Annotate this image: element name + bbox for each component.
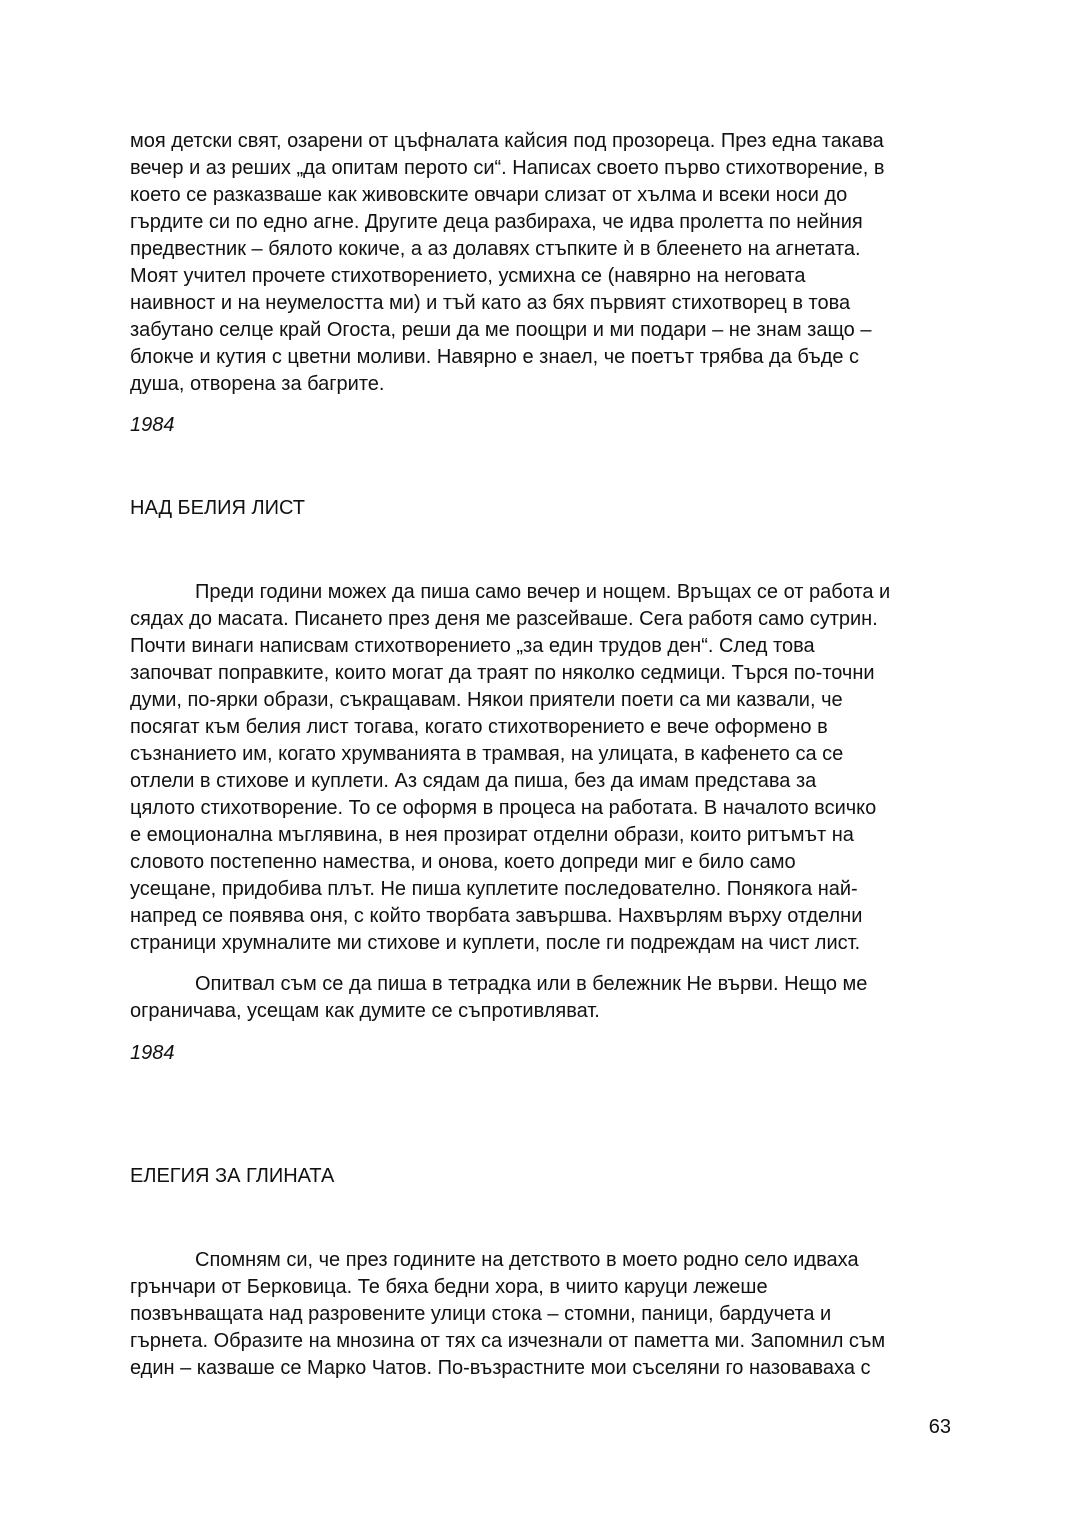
- text-line: усещане, придобива плът. Не пиша куплетите последователно. Понякога най-: [130, 878, 858, 900]
- text-line: Почти винаги написвам стихотворението „за един трудов ден“. След това: [130, 635, 815, 657]
- section2-year: 1984: [130, 1042, 175, 1064]
- text-line: наивност и на неумелостта ми) и тъй като аз бях първият стихотворец в това: [130, 292, 851, 314]
- section1-year: 1984: [130, 414, 175, 436]
- text-line: забутано селце край Огоста, реши да ме поощри и ми подари – не знам защо –: [130, 319, 872, 341]
- section3-title: ЕЛЕГИЯ ЗА ГЛИНАТА: [130, 1165, 335, 1187]
- text-line: започват поправките, които могат да траят по няколко седмици. Търся по-точни: [130, 662, 875, 684]
- section1-paragraph: [130, 128, 960, 398]
- text-line: страници хрумналите ми стихове и куплети, после ги подреждам на чист лист.: [130, 932, 861, 954]
- text-line: позвънващата над разровените улици стока – стомни, паници, бардучета и: [130, 1303, 832, 1325]
- text-line: блокче и кутия с цветни моливи. Навярно е знаел, че поетът трябва да бъде с: [130, 346, 860, 368]
- text-line: посягат към белия лист тогава, когато стихотворението е вече оформено в: [130, 716, 828, 738]
- text-line: отлели в стихове и куплети. Аз сядам да пиша, без да имам представа за: [130, 770, 817, 792]
- text-line: Опитвал съм се да пиша в тетрадка или в бележник Не върви. Нещо ме: [195, 973, 868, 995]
- text-line: цялото стихотворение. То се оформя в процеса на работата. В началото всичко: [130, 797, 877, 819]
- text-line: което се разказваше как живовските овчари слизат от хълма и всеки носи до: [130, 184, 848, 206]
- text-line: моя детски свят, озарени от цъфналата кайсия под прозореца. През една такава: [130, 130, 884, 152]
- text-line: предвестник – бялото кокиче, а аз долавях стъпките ѝ в блеенето на агнетата.: [130, 238, 861, 260]
- text-line: е емоционална мъглявина, в нея прозират отделни образи, които ритъмът на: [130, 824, 854, 846]
- section2-paragraph-2: [130, 971, 960, 1025]
- text-line: ограничава, усещам как думите се съпротивляват.: [130, 1000, 600, 1022]
- text-line: душа, отворена за багрите.: [130, 373, 385, 395]
- text-line: вечер и аз реших „да опитам перото си“. Написах своето първо стихотворение, в: [130, 157, 885, 179]
- section2-paragraph-1: [130, 579, 960, 957]
- text-line: един – казваше се Марко Чатов. По-възрастните мои съселяни го назоваваха с: [130, 1357, 871, 1379]
- section2-title: НАД БЕЛИЯ ЛИСТ: [130, 497, 306, 519]
- page-number: 63: [928, 1416, 951, 1438]
- section3-paragraph-1: [130, 1247, 960, 1382]
- text-line: гърнета. Образите на мнозина от тях са изчезнали от паметта ми. Запомнил съм: [130, 1330, 886, 1352]
- text-line: гърдите си по едно агне. Другите деца разбираха, че идва пролетта по нейния: [130, 211, 863, 233]
- text-line: съзнанието им, когато хрумванията в трамвая, на улицата, в кафенето са се: [130, 743, 844, 765]
- text-line: Спомням си, че през годините на детството в моето родно село идваха: [195, 1249, 859, 1271]
- text-line: Моят учител прочете стихотворението, усмихна се (навярно на неговата: [130, 265, 806, 287]
- text-line: думи, по-ярки образи, съкращавам. Някои приятели поети са ми казвали, че: [130, 689, 843, 711]
- text-line: Преди години можех да пиша само вечер и нощем. Връщах се от работа и: [195, 581, 891, 603]
- text-line: грънчари от Берковица. Те бяха бедни хора, в чиито каруци лежеше: [130, 1276, 768, 1298]
- text-line: сядах до масата. Писането през деня ме разсейваше. Сега работя само сутрин.: [130, 608, 878, 630]
- text-line: словото постепенно намества, и онова, което допреди миг е било само: [130, 851, 796, 873]
- text-line: напред се появява оня, с който творбата завършва. Нахвърлям върху отделни: [130, 905, 863, 927]
